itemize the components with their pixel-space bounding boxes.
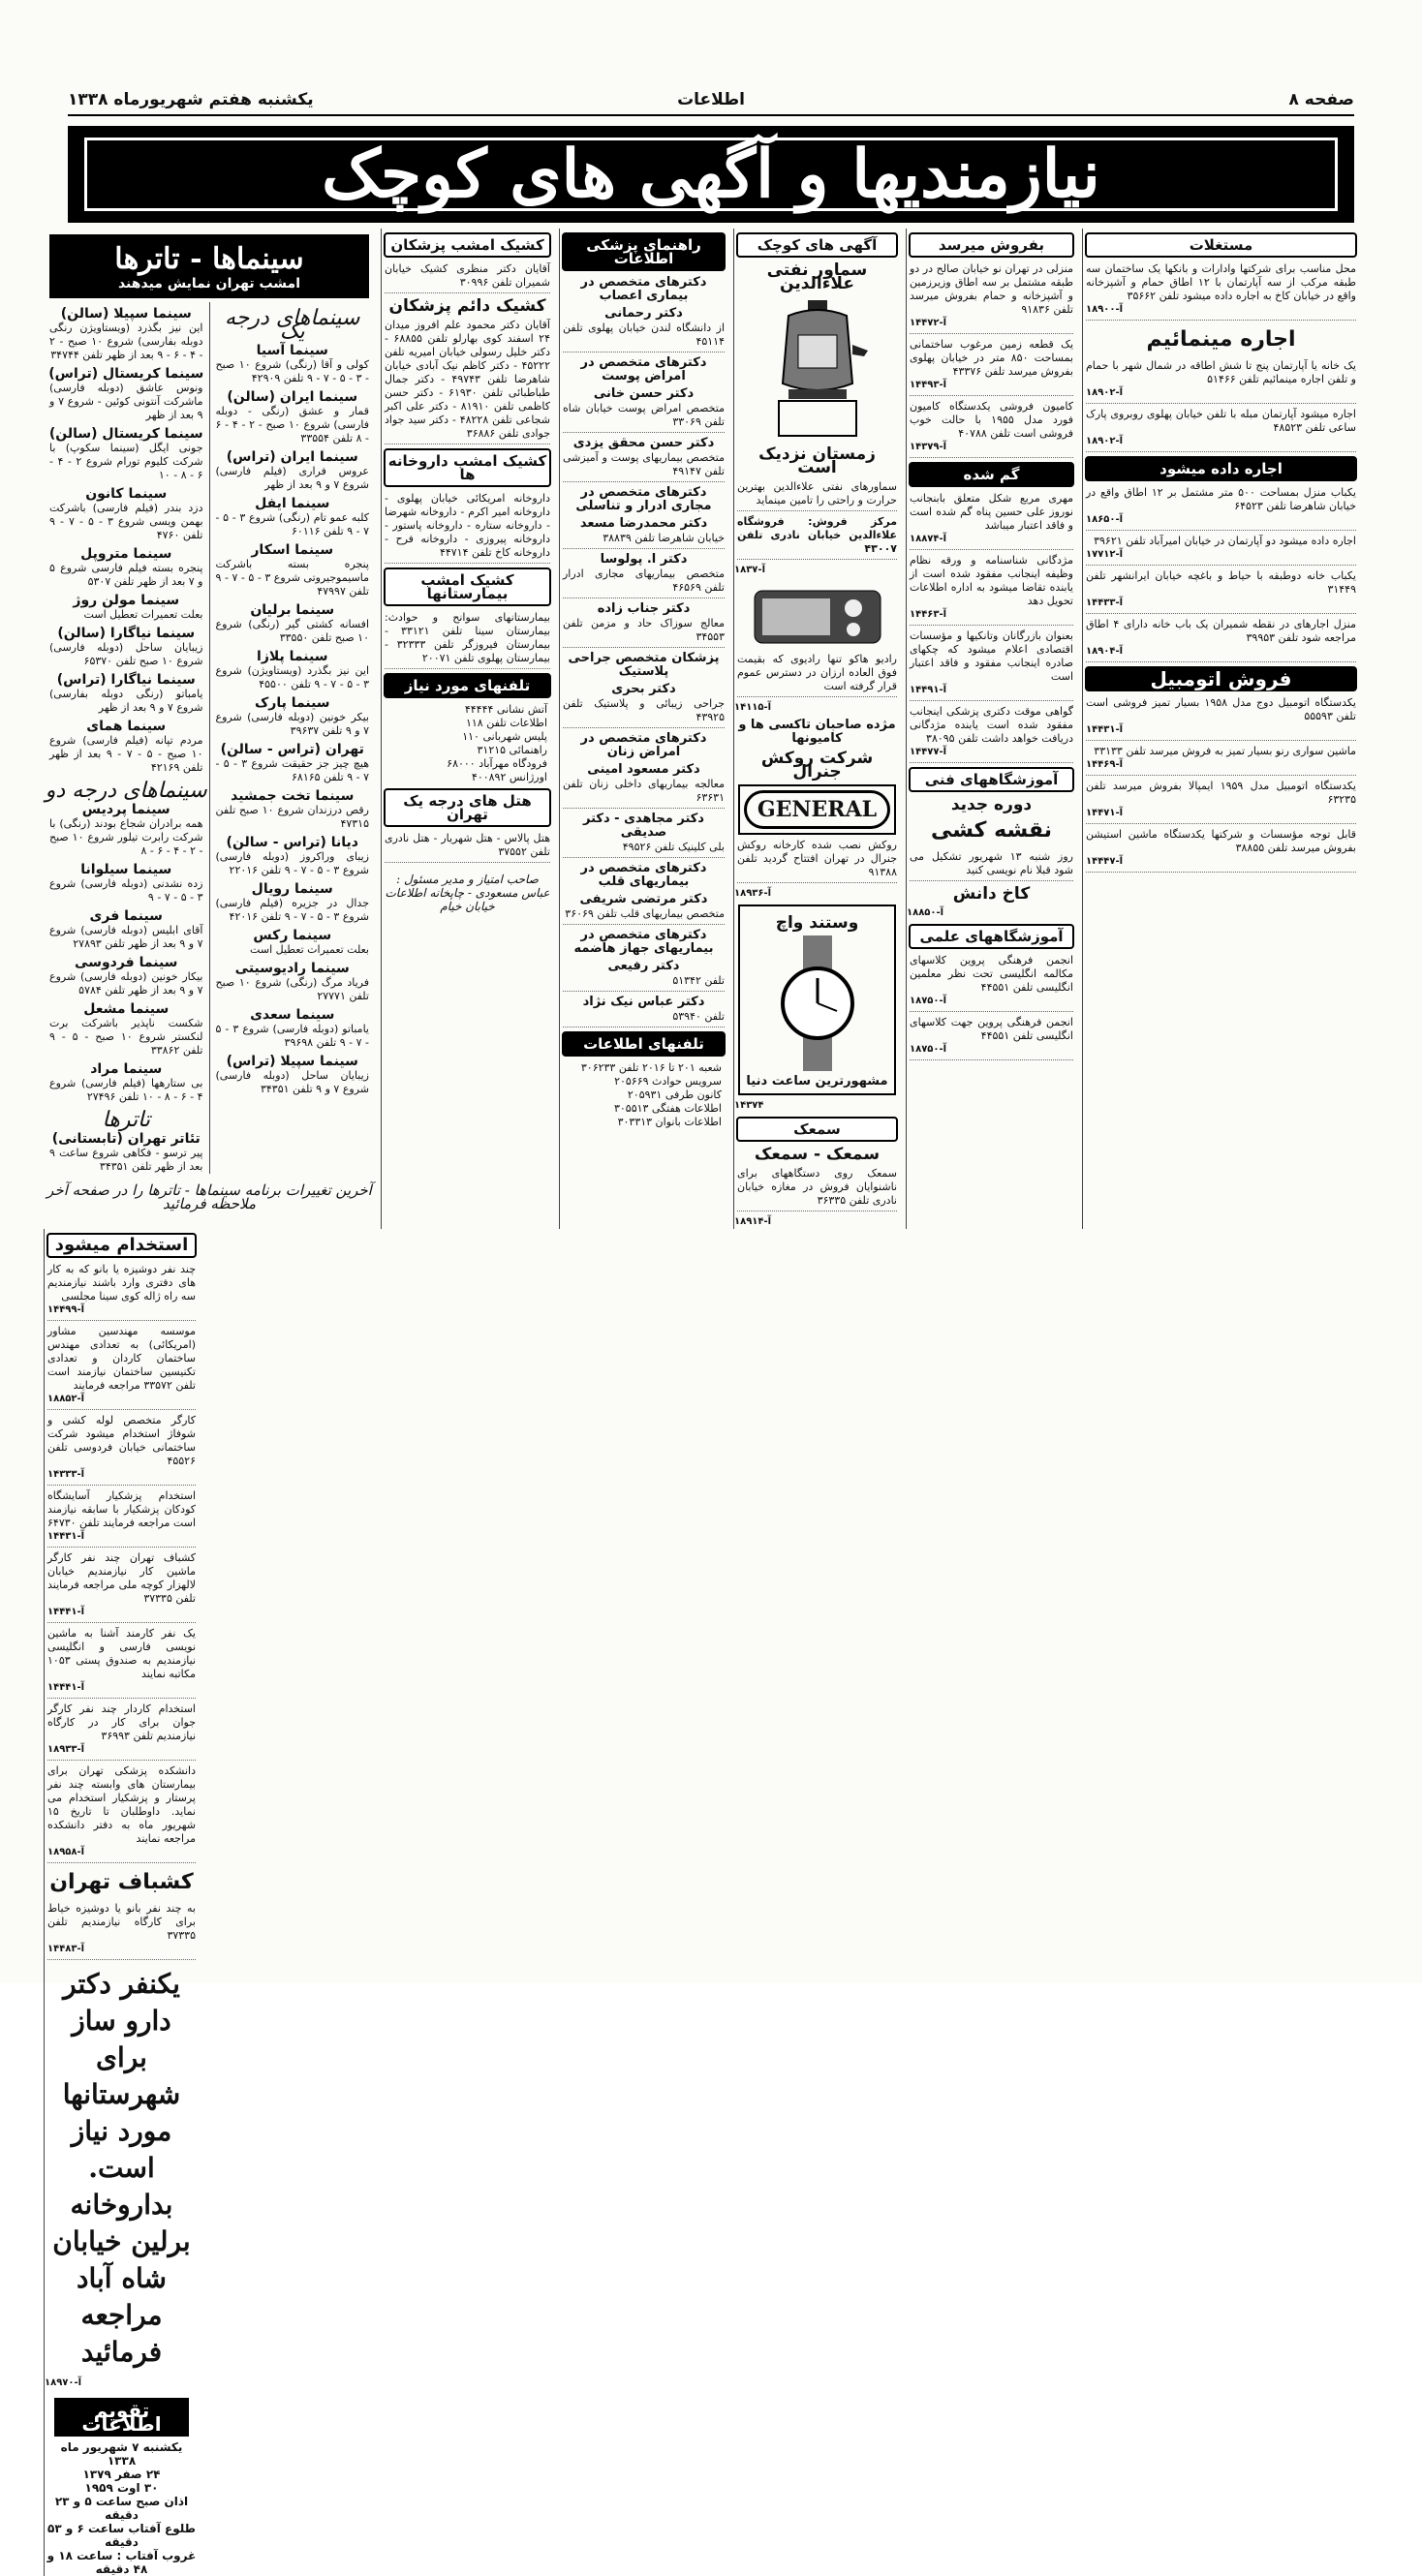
ad-text: گواهی موقت دکتری پزشکی اینجانب مفقود شده است یابنده مژدگانی دریافت خواهد داشت تلفن ۳۸۰۹۵ [910, 705, 1073, 745]
cinema-footer-note: آخرین تغییرات برنامه سینماها - تاترها را در صفحه آخر ملاحظه فرمائید [46, 1181, 372, 1212]
samovar-stand [779, 401, 856, 436]
doctor-name: دکتر محمدرضا مسعد [579, 516, 708, 531]
cinema-title: سینماها - تاترها [114, 242, 304, 276]
ad-item [910, 400, 1073, 458]
cinema-program: فریاد مرگ (رنگی) شروع ۱۰ صبح تلفن ۲۷۷۷۱ [215, 976, 369, 1002]
cinema-program: زیبایان ساحل (دوبله فارسی) شروع ۱۰ صبح تلفن ۶۵۳۷۰ [49, 641, 203, 667]
newspaper-name: اطلاعات [677, 90, 745, 109]
watch-text: مشهورترین ساعت دنیا [746, 1074, 888, 1089]
doctor-name: دکتر بحری [611, 682, 676, 696]
ad-item [910, 629, 1073, 701]
banner-title: نیازمندیها و آگهی های کوچک [322, 136, 1100, 213]
course-title: دوره جدید [950, 795, 1033, 814]
hotels-text: هتل پالاس - هتل شهریار - هتل نادری تلفن ۳۷۵۵۲ [385, 832, 550, 863]
forush-header: بفروش میرسد [909, 232, 1074, 258]
ad-code: آ-۱۴۴۸۳ [47, 1944, 85, 1954]
doctor-info: معالج سوزاک حاد و مزمن تلفن ۳۴۵۵۳ [563, 617, 725, 648]
ad-text: یک قطعه زمین مرغوب ساختمانی بمساحت ۸۵۰ متر در خیابان پهلوی بفروش میرسد تلفن ۴۳۳۷۶ [910, 338, 1073, 378]
ad-code: آ-۱۸۸۵۲ [47, 1394, 85, 1404]
specialty-heading: دکترهای متخصص در بیماریهای جهاز هاضمه [573, 928, 714, 956]
doctor-info: تلفن ۵۳۹۴۰ [563, 1010, 725, 1027]
ad-text: انجمن فرهنگی پروین جهت کلاسهای انگلیسی تلفن ۴۴۵۵۱ [910, 1016, 1073, 1042]
phone-line: آتش نشانی ۴۴۴۴۴ [464, 703, 547, 716]
cinema-program: ونوس عاشق (دوبله فارسی) ماشرکت آنتونی کوئین - شروع ۷ و ۹ بعد از ظهر [49, 382, 203, 421]
info-phones-header: تلفنهای اطلاعات [562, 1031, 726, 1057]
ad-item [1086, 262, 1356, 321]
cinema-name: سینما همای [86, 719, 167, 734]
ad-text: چند نفر دوشیزه یا بانو که به کار های دفتری وارد باشند نیازمندیم سه راه ژاله کوی سینا مجلسی [47, 1263, 196, 1303]
specialty-heading: دکترهای متخصص در بیماریهای قلب [580, 861, 707, 889]
ad-code: آ-۱۸۹۷۰ [45, 2377, 82, 2388]
semak-title: سمعک - سمعک [754, 1145, 881, 1164]
cinema-name: سینما رویال [251, 881, 333, 897]
doctor-name: دکتر رحمانی [604, 306, 683, 321]
column-forush [906, 229, 1076, 1229]
phone-line: اطلاعات تلفن ۱۱۸ [465, 717, 547, 729]
theatres-heading: تاترها [102, 1108, 150, 1132]
cinema-name: سینما سعدی [250, 1007, 335, 1023]
doctor-name: دکتر مجاهدی - دکتر صدیقی [583, 812, 704, 840]
ad-code: آ-۱۴۴۷۱ [1086, 808, 1124, 818]
ad-text: استخدام پزشکیار آسایشگاه کودکان پزشکیار با سابقه نیازمند است مراجعه فرمایند تلفن ۶۴۷۳۰ [47, 1489, 196, 1529]
phone-line: سرویس حوادث ۲۰۵۶۶۹ [614, 1075, 722, 1088]
semak-text: سمعک روی دستگاههای برای ناشنوایان فروش در مغازه خیابان نادری تلفن ۳۶۳۳۵ [737, 1167, 897, 1211]
ad-item [1086, 618, 1356, 662]
calendar-line: یکشنبه ۷ شهریور ماه ۱۳۳۸ [60, 2440, 183, 2468]
specialty-heading: دکترهای متخصص در بیماری اعصاب [580, 275, 707, 303]
cinema-program: پنجره بسته باشرکت ماسیموجیروتی شروع ۳ - ۵ - ۷ - ۹ تلفن ۴۷۹۹۷ [215, 558, 369, 598]
cinema-name: سینما برلیان [250, 602, 335, 618]
ad-code: آ-۱۸۹۳۳ [47, 1744, 85, 1755]
ad-item [47, 1902, 196, 1960]
rahnama-header: راهنمای پزشکی اطلاعات [562, 232, 726, 271]
cinema-program: کلبه عمو تام (رنگی) شروع ۳ - ۵ - ۷ - ۹ تلفن ۶۰۱۱۶ [215, 511, 369, 537]
phone-line: راهنمائی ۳۱۲۱۵ [477, 744, 547, 756]
cinema-program: این نیز بگذرد (ویستاویژن رنگی دوبله بفارسی) شروع ۱۰ صبح - ۲ - ۴ - ۶ - ۹ بعد از ظهر تلفن ۳۴۷۴۴ [49, 322, 203, 361]
ad-text: یک خانه یا آپارتمان پنج تا شش اطاقه در شمال شهر با حمام و تلفن اجاره مینمائیم تلفن ۵۱۴۶۶ [1086, 359, 1356, 385]
cinema-program: جونی ایگل (سینما سکوپ) با شرکت کلیوم تورام شروع ۲ - ۴ - ۶ - ۸ - ۱۰ [49, 442, 203, 481]
cinema-program: بی ستارهها (فیلم فارسی) شروع ۴ - ۶ - ۸ - ۱۰ تلفن ۲۷۴۹۶ [49, 1077, 203, 1103]
cinema-name: سینما کریستال (سالن) [48, 426, 203, 442]
ad-text: استخدام کاردار چند نفر کارگر جوان برای کار در کارگاه نیازمندیم تلفن ۳۶۹۹۳ [47, 1702, 196, 1742]
cinema-name: سینما نیاگارا (تراس) [56, 672, 196, 688]
ad-item [1086, 486, 1356, 531]
cinema-name: سینما اسکار [251, 542, 334, 558]
cinema-name: سینما رادیوسیتی [234, 961, 350, 976]
pharmacy-text: داروخانه امریکائی خیابان پهلوی - داروخانه امیر اکرم - داروخانه شهرضا - داروخانه ستاره - داروخانه پاستور - داروخانه پیروزی - داروخانه فرح - داروخانه کاخ تلفن ۴۴۷۱۴ [385, 492, 550, 564]
samovar-base [788, 389, 847, 399]
hotels-header: هتل های درجه یک تهران [384, 788, 551, 827]
clinic-text: آقایان دکتر محمود علم افروز میدان ۲۴ اسفند کوی بهارلو تلفن ۶۸۸۵۵ - دکتر خلیل رسولی خیابان امیریه تلفن ۴۵۲۲۲ - دکتر کاظم نیک آبادی خیابان شاهرضا تلفن ۴۹۷۴۳ - دکتر جمال طباطبائی تلفن ۶۱۹۳۰ - دکتر حسن کاظمی تلفن ۸۱۹۱۰ - دکتر علی اکبر شجاعی تلفن ۴۸۲۲۸ - دکتر سید جواد جوادی تلفن ۳۶۸۸۶ [385, 319, 550, 445]
cinema-name: سینما کانون [85, 486, 168, 502]
ad-code: آ-۱۸۸۷۴ [910, 534, 947, 544]
ad-text: موسسه مهندسین مشاور (امریکائی) به تعدادی مهندس ساختمان کاردان و تعدادی تکنیسین ساختمان نیازمند است تلفن ۳۳۵۷۲ مراجعه فرمایند [47, 1325, 196, 1392]
ad-text: کشباف تهران چند نفر کارگر ماشین کار نیازمندیم خیابان لالهزار کوچه ملی مراجعه فرمایند تلفن ۳۷۳۳۵ [47, 1551, 196, 1605]
ad-code: آ-۱۴۴۴۱ [47, 1607, 85, 1617]
cinema-header [49, 234, 369, 298]
ad-text: اجاره داده میشود دو آپارتمان در خیابان امیرآباد تلفن ۳۹۶۲۱ [1094, 535, 1356, 547]
samovar-cap [808, 300, 827, 310]
cinema-program: جدال در جزیره (فیلم فارسی) شروع ۳ - ۵ - ۷ - ۹ تلفن ۴۲۰۱۶ [215, 897, 369, 923]
doctor-name: دکتر رفیعی [607, 959, 680, 973]
ad-item [1086, 359, 1356, 404]
cinema-name: سینما ایران (سالن) [227, 389, 358, 405]
theatre-program: پیر ترسو - فکاهی شروع ساعت ۹ بعد از ظهر تلفن ۳۴۳۵۱ [49, 1147, 203, 1173]
cinema-name: سینما ایران (تراس) [226, 449, 358, 465]
watch-ad [738, 905, 896, 1095]
semak-header: سمعک [736, 1117, 898, 1142]
specialty-heading: دکترهای متخصص در امراض پوست [580, 355, 707, 383]
cinema-program: همه برادران شجاع بودند (رنگی) با شرکت رابرت تیلور شروع ۱۰ صبح - ۲ - ۴ - ۶ - ۸ [49, 817, 203, 857]
cinema-name: سینما پردیس [81, 802, 170, 817]
cinema-program: افسانه کشتی گیر (رنگی) شروع ۱۰ صبح تلفن ۳۳۵۵۰ [215, 618, 369, 644]
ad-code: آ-۱۸۷۵۰ [910, 996, 947, 1006]
cinema-name: سینما رکس [253, 928, 332, 943]
calendar-line: غروب آفتاب : ساعت ۱۸ و ۴۸ دقیقه [46, 2549, 197, 2576]
cinema-program: زده نشدنی (دوبله فارسی) شروع ۳ - ۵ - ۷ - ۹ [49, 877, 203, 904]
cinema-program: بعلت تعمیرات تعطیل است [250, 943, 369, 956]
cinema-program: پنجره بسته فیلم فارسی شروع ۵ و ۷ بعد از ظهر تلفن ۵۳۰۷ [49, 562, 203, 588]
cinema-name: سینما مراد [90, 1061, 163, 1077]
calendar-header: تقویم اطلاعات [54, 2398, 189, 2437]
ad-code: آ-۱۸۹۰۴ [1086, 646, 1124, 657]
phone-line: اطلاعات بانوان ۳۰۳۳۱۳ [617, 1116, 722, 1128]
ad-item [910, 705, 1073, 763]
cinema-program: قمار و عشق (رنگی - دوبله فارسی) شروع ۱۰ صبح - ۲ - ۴ - ۶ - ۸ تلفن ۳۳۵۵۴ [215, 405, 369, 445]
ad-item [1086, 745, 1356, 776]
general-logo: GENERAL [744, 790, 890, 829]
phones-header: تلفنهای مورد نیاز [384, 673, 551, 698]
watch-brand: وستند واچ [775, 913, 859, 933]
cinema-list-a [44, 302, 210, 1174]
ad-text: ماشین سواری رنو بسیار تمیز به فروش میرسد تلفن ۳۳۱۳۳ [1094, 745, 1356, 757]
cinema-name: سینما ایفل [255, 496, 330, 511]
tire-company: شرکت روکش جنرال [760, 749, 874, 782]
ad-item [47, 1414, 196, 1486]
cinema-name: دیانا (تراس - سالن) [226, 835, 358, 850]
ad-item [910, 954, 1073, 1012]
ad-code: آ-۱۴۴۹۱ [910, 685, 947, 695]
calendar-line: طلوع آفتاب ساعت ۶ و ۵۳ دقیقه [47, 2522, 196, 2549]
small-ads-header: آگهی های کوچک [736, 232, 898, 258]
cinema-name: سینما کریستال (تراس) [48, 366, 204, 382]
ad-code: آ-۱۴۴۳۳ [1086, 598, 1124, 608]
ad-code: آ-۱۸۹۰۲ [1086, 436, 1124, 446]
column-mostaghelat [1082, 229, 1359, 1229]
ad-text: بعنوان بازرگانان وتانکیها و مؤسسات اقتصادی اعلام میشود که چکهای صادره اینجانب مفقود و فاقد اعتبار است [910, 629, 1073, 683]
course-institute: کاخ دانش [952, 884, 1031, 904]
doctor-name: دکتر عباس نیک نژاد [582, 995, 705, 1009]
ad-code: آ-۱۴۴۴۱ [47, 1682, 85, 1693]
phone-line: اطلاعات هفتگی ۳۰۵۵۱۳ [613, 1102, 722, 1115]
specialty-heading: دکترهای متخصص در مجاری ادرار و تناسلی [575, 485, 712, 513]
doctor-info: متخصص بیماریهای پوست و آمیزشی تلفن ۴۹۱۴۷ [563, 451, 725, 482]
cinema-name: تهران (تراس - سالن) [220, 742, 364, 757]
samovar-text: سماورهای نفتی علاءالدین بهترین حرارت و راحتی را تامین مینماید [737, 480, 897, 511]
keshik-intro: آقایان دکتر منظری کشیک خیابان شمیران تلفن ۳۰۹۹۶ [385, 262, 550, 293]
samovar-tap [852, 345, 868, 356]
ad-item [47, 1551, 196, 1623]
ad-code: آ-۱۴۴۳۱ [1086, 724, 1124, 735]
cinema-name: سینما تخت جمشید [231, 788, 355, 804]
cinema-program: شکست ناپذیر باشرکت برت لنکستر شروع ۱۰ صبح - ۵ - ۹ تلفن ۳۳۸۶۲ [49, 1017, 203, 1057]
ad-text: منزلی در تهران نو خیابان صالح در دو طبقه مشتمل بر سه اطاق وزیرزمین و آشپزخانه و حمام بفروش میرسد تلفن ۹۱۸۳۶ [910, 262, 1073, 316]
doctor-name: دکتر حسن محقق یزدی [572, 436, 715, 450]
cinema-program: عروس فراری (فیلم فارسی) شروع ۷ و ۹ بعد از ظهر [215, 465, 369, 491]
ad-code: آ-۱۴۴۳۱ [47, 1531, 85, 1542]
cinema-list-b [210, 302, 376, 1174]
ad-text: کامیون فروشی یکدستگاه کامیون فورد مدل ۱۹۵۵ با حالت خوب فروشی است تلفن ۴۰۷۸۸ [910, 400, 1073, 440]
specialty-heading: پزشکان متخصص جراحی پلاستیک [568, 651, 720, 679]
doctor-info: خیابان شاهرضا تلفن ۳۸۸۳۹ [563, 532, 725, 549]
ad-item [910, 338, 1073, 396]
course-text: روز شنبه ۱۳ شهریور تشکیل می شود قبلا نام نویسی کنید [910, 850, 1073, 881]
doctor-name: دکتر مرتضی شریفی [579, 892, 708, 906]
phone-line: فرودگاه مهرآباد ۶۸۰۰۰ [447, 757, 547, 770]
cinema-program: بیکار خونین (دوبله فارسی) شروع ۷ و ۹ بعد از ظهر تلفن ۵۷۸۴ [49, 970, 203, 997]
phone-line: اورژانس ۴۰۰۸۹۲ [471, 771, 547, 783]
specialty-heading: دکترهای متخصص در امراض زنان [580, 731, 707, 759]
ad-code: آ-۱۴۴۹۳ [910, 380, 947, 390]
ad-item [910, 554, 1073, 626]
ad-text: انجمن فرهنگی پروین کلاسهای مکالمه انگلیسی تحت نظر معلمین انگلیسی تلفن ۴۴۵۵۱ [910, 954, 1073, 994]
calendar-line: ۳۰ اوت ۱۹۵۹ [84, 2481, 159, 2495]
ad-code: آ-۱۴۴۶۳ [910, 609, 947, 620]
page-header [68, 85, 1354, 116]
ad-item [47, 1263, 196, 1321]
watch-illustration [759, 935, 876, 1071]
tire-logo-box [738, 784, 896, 835]
phone-line: پلیس شهربانی ۱۱۰ [462, 730, 547, 743]
column-cinema [44, 229, 375, 1229]
ad-code: آ-۱۴۳۷۹ [910, 442, 947, 452]
cinema-name: سینما نیاگارا (سالن) [57, 626, 196, 641]
ad-text: یکباب خانه دوطبقه با حیاط و باغچه خیابان ایرانشهر تلفن ۳۱۴۴۹ [1086, 569, 1356, 596]
ad-code: آ-۱۸۹۵۸ [47, 1847, 85, 1857]
minim-title: اجاره مینمائیم [1146, 327, 1296, 352]
kashbaf-title: کشباف تهران [49, 1870, 194, 1894]
cinema-name: سینما سپیلا (سالن) [60, 306, 192, 322]
phone-line: کانون طرفی ۲۰۵۹۳۱ [627, 1089, 722, 1101]
cinema-name: سینما مولن روژ [73, 593, 180, 608]
ad-item [47, 1702, 196, 1761]
cinema-program: کولی و آقا (رنگی) شروع ۱۰ صبح - ۳ - ۵ - ۷ - ۹ تلفن ۴۲۹۰۹ [215, 358, 369, 384]
doctor-info: معالجه بیماریهای داخلی زنان تلفن ۶۳۶۳۱ [563, 778, 725, 809]
doctor-info: متخصص بیماریهای مجاری ادرار تلفن ۴۶۵۶۹ [563, 567, 725, 598]
mostaghelat-header: مستغلات [1085, 232, 1357, 258]
ad-text: یکدستگاه اتومبیل مدل ۱۹۵۹ ایمپالا بفروش میرسد تلفن ۶۳۲۳۵ [1086, 780, 1356, 806]
samovar-panel [798, 335, 837, 368]
cinema-program: دزد بندر (فیلم فارسی) باشرکت بهمن ویسی شروع ۳ - ۵ - ۷ - ۹ تلفن ۴۷۶۰ [49, 502, 203, 541]
ad-text: مهری مربع شکل متعلق بابنجانب نوروز علی حسین پناه گم شده است و فاقد اعتبار میباشد [910, 492, 1073, 532]
doctor-info: جراحی زیبائی و پلاستیک تلفن ۴۳۹۲۵ [563, 697, 725, 728]
tire-text: روکش نصب شده کارخانه روکش جنرال در تهران افتتاح گردید تلفن ۹۱۳۸۸ [737, 839, 897, 883]
cinema-name: سینما فری [89, 908, 163, 924]
columns [44, 229, 1378, 2576]
ad-code: آ-۱۷۷۱۲ [1086, 549, 1124, 560]
courses-header: آموزشگاههای فنی [909, 767, 1074, 792]
samovar-center: مرکز فروش: فروشگاه علاءالدین خیابان نادری تلفن ۴۳۰۰۷ [737, 515, 897, 560]
cinema-program: بیکر خونین (دوبله فارسی) شروع ۷ و ۹ تلفن ۳۹۶۳۷ [215, 711, 369, 737]
ad-text: منزل اجارهای در نقطه شمیران یک باب خانه دارای ۴ اطاق مراجعه شود تلفن ۳۹۹۵۳ [1086, 618, 1356, 644]
doctor-name: دکتر جناب زاده [597, 601, 691, 616]
page-number: صفحه ۸ [1288, 90, 1354, 109]
second-class-heading: سینماهای درجه دو [45, 779, 207, 803]
doctor-info: از دانشگاه لندن خیابان پهلوی تلفن ۴۵۱۱۴ [563, 322, 725, 353]
doctor-name: دکتر مسعود امینی [587, 762, 700, 777]
ad-text: کارگر متخصص لوله کشی و شوفاژ استخدام میشود شرکت ساختمانی خیابان فردوسی تلفن ۴۵۵۲۶ [47, 1414, 196, 1467]
radio-text: رادیو هاکو تنها رادیوی که بقیمت فوق العاده ارزان در دسترس عموم قرار گرفته است [737, 653, 897, 697]
ad-item [910, 492, 1073, 550]
ad-code: آ-۱۸۶۵۰ [1086, 514, 1124, 525]
lost-header: گم شده [909, 462, 1074, 487]
ad-text: مژدگانی شناسنامه و ورقه نظام وظیفه اینجانب مفقود شده است از یابنده تقاضا میشود به اداره اطلاعات تحویل دهد [910, 554, 1073, 607]
ad-code: آ-۱۴۴۷۷ [910, 747, 947, 757]
cinema-name: سینما فردوسی [75, 955, 178, 970]
samovar-title: سماور نفتی علاءالدین [766, 261, 868, 293]
cinema-program: هیچ چیز جز حقیقت شروع ۳ - ۵ - ۷ - ۹ تلفن ۶۸۱۶۵ [215, 757, 369, 783]
ad-item [910, 1016, 1073, 1060]
winter-heading: زمستان نزدیک است [758, 445, 876, 477]
radio-knob [847, 623, 860, 636]
cinema-name: سینما مشعل [83, 1001, 170, 1017]
ad-code: آ-۱۸۹۳۶ [734, 888, 772, 899]
auto-header: فروش اتومبیل [1085, 666, 1357, 691]
cinema-program: یامباتو (دوبله فارسی) شروع ۳ - ۵ - ۷ - ۹ تلفن ۳۹۶۹۸ [215, 1023, 369, 1049]
ad-text: اجاره میشود آپارتمان مبله با تلفن خیابان پهلوی روبروی پارک ساعی تلفن ۴۸۵۲۳ [1086, 408, 1356, 434]
ad-item [47, 1764, 196, 1863]
cinema-program: رقص درزندان شروع ۱۰ صبح تلفن ۴۷۳۱۵ [215, 804, 369, 830]
ad-code: آ-۱۴۴۹۹ [47, 1304, 85, 1315]
ad-code: ۱۴۳۷۴ [734, 1100, 764, 1111]
estekhdam-header: استخدام میشود [46, 1233, 197, 1258]
ad-code: آ-۱۸۸۵۰ [907, 907, 944, 918]
section-banner [68, 126, 1354, 223]
tire-intro: مژده صاحبان تاکسی ها و کامیونها [738, 718, 896, 746]
ad-code: آ-۱۸۹۰۲ [1086, 387, 1124, 398]
course-name: نقشه کشی [931, 818, 1052, 843]
ad-item [1086, 535, 1356, 566]
issue-date: یکشنبه هفتم شهریورماه ۱۳۳۸ [68, 90, 314, 109]
column-keshik [381, 229, 553, 1229]
ad-text: یکدستگاه اتومبیل دوج مدل ۱۹۵۸ بسیار تمیز فروشی است تلفن ۵۵۵۹۳ [1086, 696, 1356, 722]
pharmacy-header: کشیک امشب داروخانه ها [384, 448, 551, 487]
ad-code: آ-۱۴۴۶۹ [1086, 759, 1124, 770]
ejare-header: اجاره داده میشود [1085, 456, 1357, 481]
ad-code: آ-۱۸۹۱۴ [734, 1216, 772, 1227]
cinema-program: مردم تپانه (فیلم فارسی) شروع ۱۰ صبح - ۵ - ۷ - ۹ بعد از ظهر تلفن ۴۲۱۶۹ [49, 734, 203, 774]
ad-text: به چند نفر بانو یا دوشیزه خیاط برای کارگاه نیازمندیم تلفن ۳۷۳۳۵ [47, 1902, 196, 1942]
cinema-name: سینما سپیلا (تراس) [226, 1054, 358, 1069]
ad-item [1086, 408, 1356, 452]
ad-item [1086, 569, 1356, 614]
doctor-info: تلفن ۵۱۳۴۲ [563, 974, 725, 992]
cinema-subtitle: امشب تهران نمایش میدهند [117, 276, 301, 291]
cinema-name: سینما پارک [254, 695, 330, 711]
cinema-name: سینما پلازا [257, 649, 328, 664]
hospital-text: بیمارستانهای سوانح و حوادث: بیمارستان سینا تلفن ۳۳۱۲۱ - بیمارستان فیروزگر تلفن ۳۲۳۳۳ - بیمارستان پهلوی تلفن ۲۰۰۷۱ [385, 611, 550, 669]
doctor-name: دکتر ا. پولوسا [600, 552, 688, 567]
cinema-program: آقای ابلیس (دوبله فارسی) شروع ۷ و ۹ بعد از ظهر تلفن ۲۷۸۹۳ [49, 924, 203, 950]
theatre-name: تئاتر تهران (تابستانی) [51, 1131, 201, 1147]
ad-code: آ-۱۴۴۷۲ [910, 318, 947, 328]
cinema-program: یامباتو (رنگی دوبله بفارسی) شروع ۷ و ۹ بعد از ظهر [49, 688, 203, 714]
first-class-heading: سینماهای درجه یک [225, 306, 360, 344]
doctor-info: متخصص بیماریهای قلب تلفن ۳۶۰۶۹ [563, 907, 725, 925]
ad-code: آ-۱۸۳۷ [734, 565, 765, 575]
ad-item [910, 262, 1073, 334]
ad-item [1086, 828, 1356, 873]
ad-code: آ-۱۸۷۵۰ [910, 1044, 947, 1055]
radio-knob [845, 599, 862, 617]
ad-code: آ-۱۴۱۱۵ [734, 702, 772, 713]
doctor-pharmacist-ad: یکنفر دکتر دارو ساز برای شهرستانها مورد نیاز است. بداروخانه برلین خیابان شاه آباد مراجعه فرمائید [52, 1968, 191, 2368]
ad-text: یک نفر کارمند آشنا به ماشین نویسی فارسی و انگلیسی نیازمندیم به صندوق پستی ۱۰۵۳ مکاتبه نمایند [47, 1627, 196, 1680]
radio-speaker [762, 598, 830, 635]
ad-item [47, 1627, 196, 1699]
ad-code: آ-۱۸۹۰۰ [1086, 304, 1124, 315]
banner-frame [84, 138, 1338, 211]
calendar-line: ۲۴ صفر ۱۳۷۹ [82, 2468, 161, 2481]
cinema-program: این نیز بگذرد (ویستاویژن) شروع ۳ - ۵ - ۷ - ۹ تلفن ۴۵۵۰۰ [215, 664, 369, 690]
publisher-note: صاحب امتیاز و مدیر مسئول : عباس مسعودی - چاپخانه اطلاعات خیابان خیام [385, 873, 550, 913]
cinema-name: سینما سیلوانا [80, 862, 172, 877]
column-small-ads [733, 229, 900, 1229]
ad-text: دانشکده پزشکی تهران برای بیمارستان های وابسته چند نفر پرستار و پزشکیار استخدام می نماید. داوطلبان تا تاریخ ۱۵ شهریور ماه به دفتر دانشکده مراجعه نمایند [47, 1764, 196, 1845]
calendar-line: اذان صبح ساعت ۵ و ۲۳ دقیقه [54, 2495, 189, 2522]
doctor-info: بلی کلینیک تلفن ۴۹۵۲۶ [563, 841, 725, 858]
ad-code: آ-۱۴۳۳۳ [47, 1469, 85, 1480]
ad-item [47, 1325, 196, 1410]
ad-item [1086, 780, 1356, 824]
cinema-subcolumns [44, 302, 375, 1174]
ad-text: یکباب منزل بمساحت ۵۰۰ متر مشتمل بر ۱۲ اطاق واقع در خیابان شاهرضا تلفن ۶۴۵۲۳ [1086, 486, 1356, 512]
radio-illustration [745, 581, 890, 649]
cinema-name: سینما آسیا [256, 343, 328, 358]
samovar-illustration [759, 296, 876, 442]
ad-text: محل مناسب برای شرکتها وادارات و بانکها یک ساختمان سه طبقه مرکب از سه آپارتمان با ۱۲ اطاق حمام و آشپزخانه واقع در خیابان کاخ به اجاره داده میشود تلفن ۳۵۶۶۲ [1086, 262, 1356, 302]
hospital-header: کشیک امشب بیمارستانها [384, 567, 551, 606]
phone-line: شعبه ۲۰۱ تا ۲۰۱۶ تلفن ۳۰۶۲۳۳ [580, 1061, 722, 1074]
lang-header: آموزشگاههای علمی [909, 924, 1074, 949]
ad-code: آ-۱۴۴۴۷ [1086, 856, 1124, 867]
cinema-program: زیبایان ساحل (دوبله فارسی) شروع ۷ و ۹ تلفن ۳۴۳۵۱ [215, 1069, 369, 1095]
cinema-name: سینما متروپل [80, 546, 172, 562]
ad-text: قابل توجه مؤسسات و شرکتها یکدستگاه ماشین استیشن بفروش میرسد تلفن ۳۸۸۵۵ [1086, 828, 1356, 854]
ad-item [1086, 696, 1356, 741]
cinema-program: زیبای وراکروز (دوبله فارسی) شروع ۳ - ۵ - ۷ - ۹ تلفن ۲۲۰۱۶ [215, 850, 369, 876]
doctor-name: دکتر حسن خانی [593, 386, 695, 401]
cinema-program: بعلت تعمیرات تعطیل است [83, 608, 203, 621]
column-rahnama [559, 229, 727, 1229]
keshik-header: کشیک امشب پزشکان [384, 232, 551, 258]
column-estekhdam [44, 1229, 199, 2576]
clinic-title: کشیک دائم پزشکان [388, 296, 546, 316]
doctor-info: متخصص امراض پوست خیابان شاه تلفن ۳۳۰۶۹ [563, 402, 725, 433]
ad-item [47, 1489, 196, 1548]
